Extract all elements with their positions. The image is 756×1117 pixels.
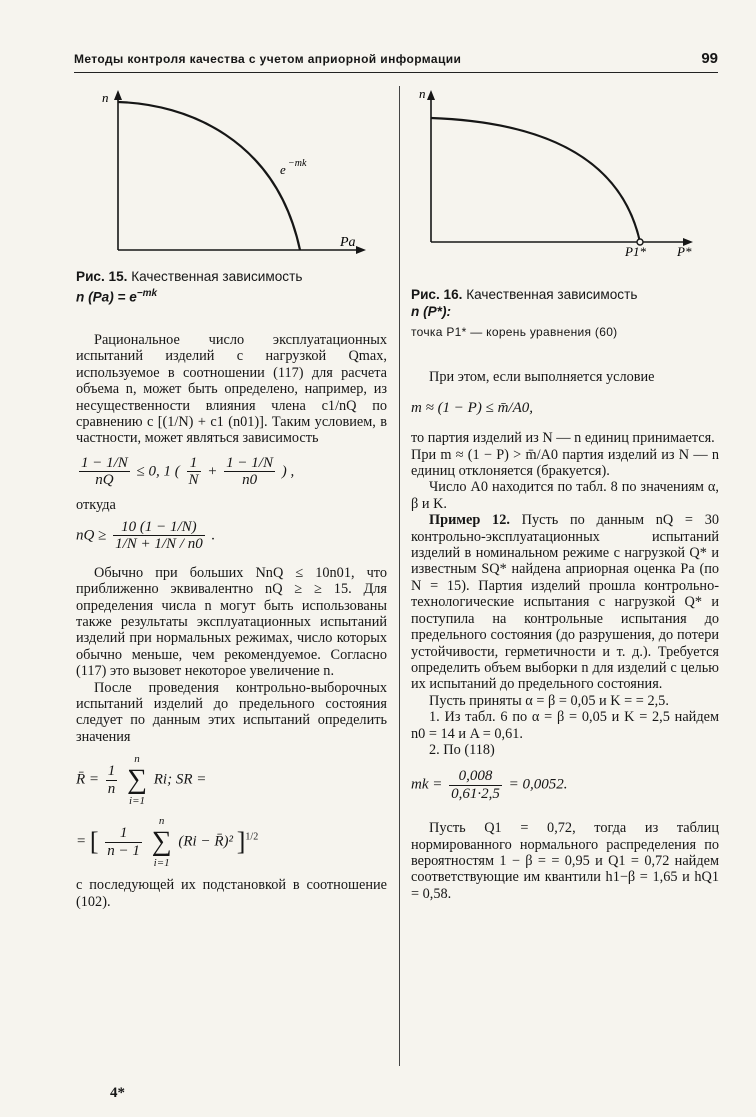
ineq1-lhs-num: 1 − 1/N — [81, 454, 128, 471]
left-column — [76, 88, 387, 910]
ineq2-fraction — [113, 519, 205, 553]
fig15-y-label: n — [102, 90, 109, 105]
mk-den: 0,61·2,5 — [451, 785, 500, 802]
figure-16-caption — [411, 286, 719, 341]
example-text: Пусть по данным nQ = 30 контрольно-эксплуатационных испытаний изделий в номинальном режиме с нагрузкой Q* и известным SQ* найдена априорная оценка Pa (по N = 15). Партия изделий прошла контрольно-технологические испытания с нагрузкой Q* и поступила на контрольные испытания до предельного состояния (до разрушения, до потери устойчивости, герметичности и т. д.). Требуется определить объем выборки n для изделий с целью их испытаний до предельного состояния. — [411, 512, 720, 693]
fig16-caption-formula: n (P*): — [411, 304, 452, 320]
ineq1-lhs-fraction — [79, 455, 130, 489]
running-header — [74, 50, 718, 73]
fig15-curve-exp: −mk — [288, 158, 307, 169]
fig16-y-label: n — [419, 86, 426, 101]
f1-body: Ri; SR = — [153, 771, 207, 788]
fig16-point-label: P1* — [625, 244, 646, 258]
mk-num: 0,008 — [449, 768, 502, 785]
figure-16-plot — [411, 86, 711, 258]
ineq1-plus: + — [207, 463, 218, 480]
ineq1-mid: ≤ 0, 1 ( — [136, 463, 180, 480]
f1-lhs: R̄ = — [76, 771, 100, 788]
right-paragraph-2: то партия изделий из N — n единиц принимается. — [411, 430, 715, 447]
fig16-curve — [431, 118, 640, 242]
fig15-curve-label: e — [280, 162, 286, 177]
left-paragraph-1: Рациональное число эксплуатационных испытаний изделий с нагрузкой Qmax, используемое в соотношении (117) для расчета объема n, может быть определено, например, из несущественности влияния члена c1/nQ по сравнению с [(1/N) + c1 (n01)]. Таким условием, в частности, может являться зависимость — [76, 331, 387, 447]
ineq1-lhs-den: nQ — [95, 472, 114, 489]
right-paragraph-8: 2. По (118) — [429, 741, 495, 758]
f2-sum-top: n — [158, 815, 165, 828]
right-paragraph-4: Число A0 находится по табл. 8 по значениям α, β и K. — [411, 479, 719, 512]
fig16-y-arrow — [427, 90, 435, 100]
inequality-1 — [76, 455, 387, 489]
f2-sum-bottom: i=1 — [153, 857, 170, 870]
fig15-x-arrow — [356, 246, 366, 254]
fig15-caption-prefix: Рис. 15. — [76, 269, 128, 285]
formula-sr: = [ $\frac{1}{n - 1}$ n ∑ i=1 (Ri − R̄)² ]$^{1/2}$ — [76, 815, 259, 870]
f1-num: 1 — [107, 763, 116, 780]
f2-eq: = — [76, 833, 87, 850]
f2-den: n − 1 — [107, 842, 140, 859]
fig16-x-label: P* — [677, 244, 692, 258]
fig16-caption-prefix: Рис. 16. — [411, 287, 463, 303]
left-paragraph-4: с последующей их подстановкой в соотношение (102). — [76, 877, 387, 910]
otkuda-text: откуда — [76, 496, 116, 513]
mk-lhs: mk = — [411, 776, 443, 793]
right-paragraph-1: При этом, если выполняется условие — [429, 369, 655, 386]
page-number: 99 — [701, 50, 718, 67]
right-column — [411, 86, 719, 902]
fig15-caption-formula: n (Pa) = e — [76, 289, 137, 305]
ineq2-lhs: nQ ≥ — [76, 527, 107, 544]
fig15-curve — [118, 102, 300, 250]
ineq2-tail: . — [211, 527, 216, 544]
f1-den: n — [107, 780, 116, 797]
ineq1-r2-num: 1 − 1/N — [226, 454, 273, 471]
fig15-y-arrow — [114, 90, 122, 100]
example-label: Пример 12. — [429, 512, 510, 529]
fig15-caption-text: Качественная зависимость — [131, 269, 303, 285]
header-title: Методы контроля качества с учетом априорной информации — [74, 52, 462, 66]
ineq1-r1-den: N — [188, 472, 199, 489]
left-paragraph-3: После проведения контрольно-выборочных испытаний изделий до предельного состояния следует по данным этих испытаний определить значения — [76, 679, 387, 745]
fig16-caption-text: Качественная зависимость — [466, 287, 638, 303]
f2-num: 1 — [105, 825, 142, 842]
fig16-caption-note: точка P1* — корень уравнения (60) — [411, 325, 618, 340]
f1-sum-bottom: i=1 — [129, 795, 146, 808]
right-paragraph-7: 1. Из табл. 6 по α = β = 0,05 и K = 2,5 найдем n0 = 14 и A = 0,61. — [411, 709, 719, 742]
f1-fraction — [106, 763, 118, 797]
figure-15-caption — [76, 268, 387, 306]
f1-sum-top: n — [134, 753, 140, 766]
f1-sum: n ∑ i=1 — [127, 753, 148, 808]
right-paragraph-6: Пусть приняты α = β = 0,05 и K = = 2,5. — [429, 692, 669, 709]
formula-r-mean — [76, 753, 387, 807]
right-paragraph-3: При m ≈ (1 − P) > m̄/A0 партия изделий из N — n единиц отклоняется (бракуется). — [411, 446, 719, 480]
condition-formula: m ≈ (1 − P) ≤ m̄/A0, — [411, 399, 533, 416]
ineq1-r1-fraction — [187, 455, 201, 489]
column-divider — [399, 86, 400, 1066]
mk-formula — [411, 768, 719, 802]
figure-15-plot — [76, 88, 376, 256]
fig15-x-label: Pa — [340, 235, 356, 250]
right-paragraph-9: Пусть Q1 = 0,72, тогда из таблиц нормированного нормального распределения по вероятностям 1 − β = = 0,95 и Q1 = 0,72 найдем соответствующие им квантили h1−β = 1,65 и hQ1 = 0,58. — [411, 820, 719, 902]
ineq1-r2-fraction — [224, 455, 275, 489]
ineq2-num: 10 (1 − 1/N) — [113, 519, 205, 536]
fig15-caption-exp: −mk — [136, 288, 158, 300]
f2-fraction — [105, 825, 142, 859]
inequality-2 — [76, 519, 387, 553]
left-paragraph-2: Обычно при больших NnQ ≤ 10n01, что приближенно эквивалентно nQ ≥ ≥ 15. Для определения числа n могут быть использованы также результаты эксплуатационных испытаний изделий при нормальных режимах, число которых обычно меньше, чем рекомендуемое. Согласно (117) это вызовет некоторое увеличение n. — [76, 564, 387, 680]
signature-mark: 4* — [110, 1085, 125, 1101]
ineq1-tail: ) , — [281, 463, 295, 480]
ineq1-r2-den: n0 — [242, 472, 258, 489]
f2-body: (Ri − R̄)² — [178, 833, 233, 850]
mk-fraction — [449, 768, 502, 802]
ineq1-r1-num: 1 — [187, 455, 201, 472]
f2-sum: n ∑ i=1 — [151, 815, 172, 870]
f2-power: 1/2 — [245, 831, 259, 843]
ineq2-den: 1/N + 1/N / n0 — [115, 536, 203, 553]
example-12 — [411, 512, 719, 692]
mk-rhs: = 0,0052. — [508, 776, 568, 793]
